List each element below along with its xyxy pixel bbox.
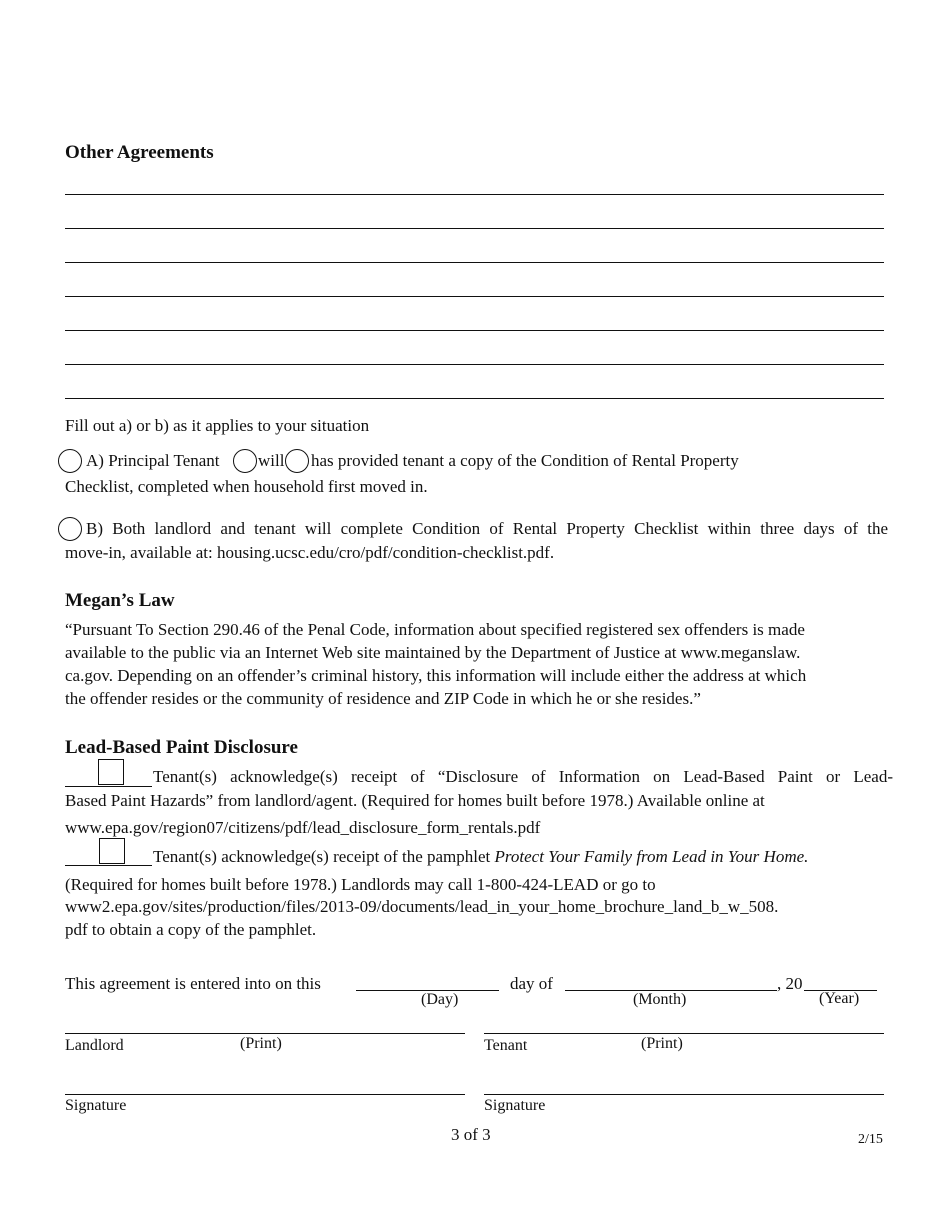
- option-a-will-radio[interactable]: [233, 449, 257, 473]
- option-b-radio[interactable]: [58, 517, 82, 541]
- tenant-signature-label: Signature: [484, 1097, 546, 1114]
- agreement-line-1[interactable]: [65, 194, 884, 195]
- condition-instruction: Fill out a) or b) as it applies to your situation: [65, 416, 370, 435]
- tenant-print-label: (Print): [641, 1035, 683, 1052]
- option-a-text-1: A) Principal Tenant: [86, 451, 220, 470]
- lead-item-1-checkbox[interactable]: [98, 759, 124, 785]
- option-a-will-text: will: [258, 451, 285, 470]
- lead-item-1-line-2: Based Paint Hazards” from landlord/agent. (Required for homes built before 1978.) Available online at: [65, 791, 765, 810]
- year-label: (Year): [819, 990, 860, 1007]
- lead-item-2-line-4: pdf to obtain a copy of the pamphlet.: [65, 920, 317, 939]
- lead-item-2-line-3: www2.epa.gov/sites/production/files/2013-09/documents/lead_in_your_home_brochure_land_b_w_508.: [65, 897, 779, 916]
- page-number: 3 of 3: [451, 1125, 491, 1144]
- landlord-print-label: (Print): [240, 1035, 282, 1052]
- landlord-label: Landlord: [65, 1037, 124, 1054]
- megans-law-line-1: “Pursuant To Section 290.46 of the Penal Code, information about specified registered sex offenders is made: [65, 620, 805, 639]
- lead-item-1-line-1: Tenant(s) acknowledge(s) receipt of “Disclosure of Information on Lead-Based Paint or Lead-: [153, 767, 893, 786]
- lead-pamphlet-title: Protect Your Family from Lead in Your Home.: [494, 847, 809, 866]
- lead-item-2-checkbox[interactable]: [99, 838, 125, 864]
- lead-item-1-initial-line: [65, 786, 152, 787]
- month-label: (Month): [633, 991, 687, 1008]
- megans-law-line-2: available to the public via an Internet Web site maintained by the Department of Justice at www.meganslaw.: [65, 643, 801, 662]
- lead-item-2-line-1-text: Tenant(s) acknowledge(s) receipt of the pamphlet: [153, 847, 495, 866]
- option-b-text-1: B) Both landlord and tenant will complete Condition of Rental Property Checklist within three days of the: [86, 519, 888, 538]
- agreement-date-prefix: This agreement is entered into on this: [65, 974, 321, 993]
- option-a-text-3: Checklist, completed when household first moved in.: [65, 477, 428, 496]
- landlord-print-line[interactable]: [65, 1033, 465, 1034]
- lead-item-2-line-2: (Required for homes built before 1978.) Landlords may call 1-800-424-LEAD or go to: [65, 875, 656, 894]
- landlord-signature-line[interactable]: [65, 1094, 465, 1095]
- lead-item-2-line-1: [153, 847, 808, 867]
- lead-item-1-line-3: www.epa.gov/region07/citizens/pdf/lead_disclosure_form_rentals.pdf: [65, 818, 541, 837]
- revision-date: 2/15: [858, 1132, 883, 1147]
- megans-law-line-4: the offender resides or the community of residence and ZIP Code in which he or she resides.”: [65, 689, 701, 708]
- lead-item-2-initial-line: [65, 865, 152, 866]
- megans-law-line-3: ca.gov. Depending on an offender’s criminal history, this information will include either the address at which: [65, 666, 807, 685]
- lead-paint-heading: Lead-Based Paint Disclosure: [65, 737, 298, 758]
- agreement-line-6[interactable]: [65, 364, 884, 365]
- tenant-label: Tenant: [484, 1037, 528, 1054]
- agreement-day-of: day of: [510, 974, 553, 993]
- option-a-has-provided-radio[interactable]: [285, 449, 309, 473]
- landlord-signature-label: Signature: [65, 1097, 127, 1114]
- agreement-year-prefix: , 20: [777, 974, 803, 993]
- option-b-text-2: move-in, available at: housing.ucsc.edu/cro/pdf/condition-checklist.pdf.: [65, 543, 555, 562]
- agreement-line-3[interactable]: [65, 262, 884, 263]
- day-label: (Day): [421, 991, 459, 1008]
- agreement-line-7[interactable]: [65, 398, 884, 399]
- other-agreements-heading: Other Agreements: [65, 142, 214, 163]
- agreement-line-5[interactable]: [65, 330, 884, 331]
- tenant-print-line[interactable]: [484, 1033, 884, 1034]
- option-a-text-2: has provided tenant a copy of the Condition of Rental Property: [311, 451, 739, 470]
- megans-law-heading: Megan’s Law: [65, 590, 175, 611]
- agreement-line-2[interactable]: [65, 228, 884, 229]
- agreement-line-4[interactable]: [65, 296, 884, 297]
- option-a-radio[interactable]: [58, 449, 82, 473]
- tenant-signature-line[interactable]: [484, 1094, 884, 1095]
